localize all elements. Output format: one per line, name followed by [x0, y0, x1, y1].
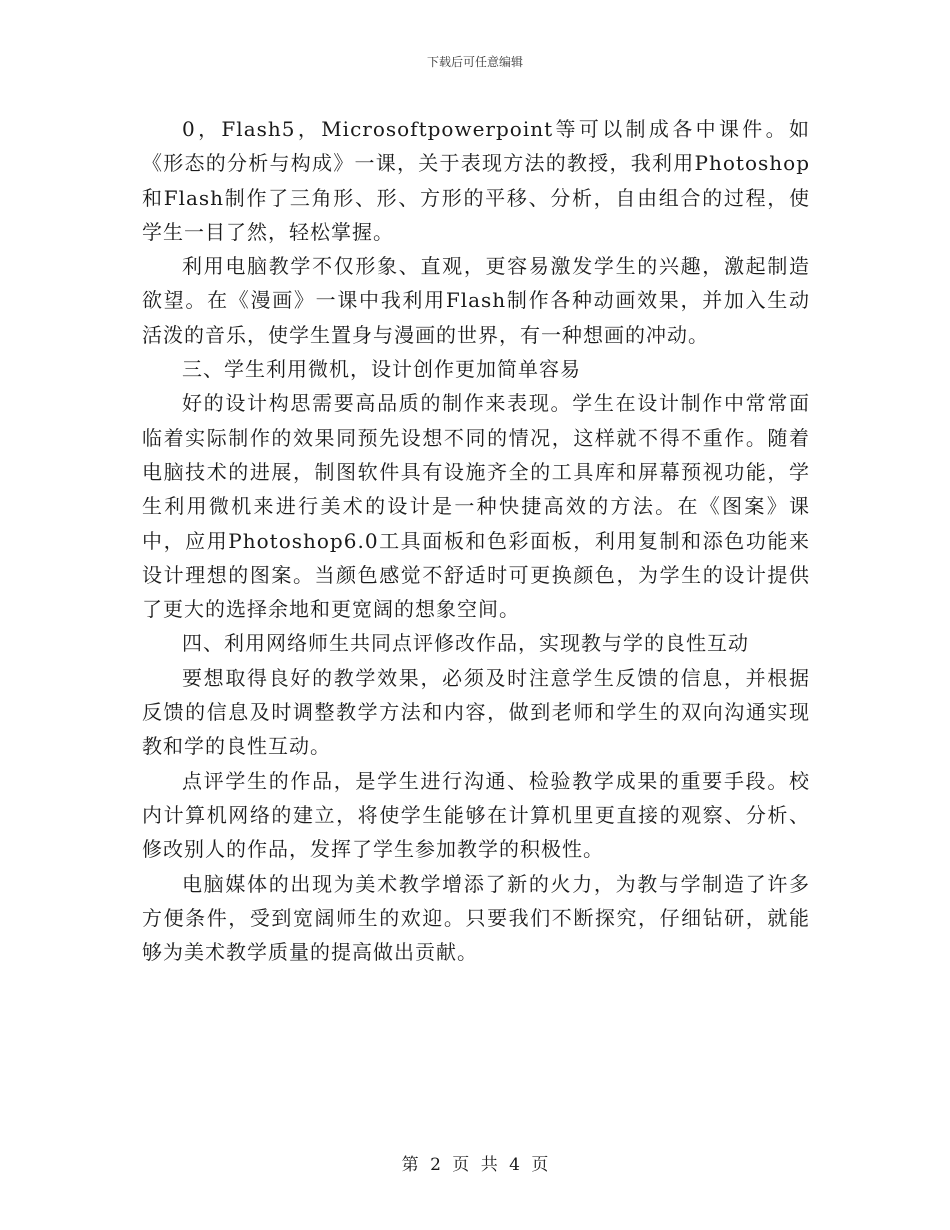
paragraph-conclusion: 电脑媒体的出现为美术教学增添了新的火力，为教与学制造了许多方便条件，受到宽阔师生的欢迎。只要我们不断探究，仔细钻研，就能够为美术教学质量的提高做出贡献。: [142, 871, 810, 965]
page-number: 第 2 页 共 4 页: [401, 1155, 549, 1175]
paragraph-courseware-examples: 0，Flash5，Microsoftpowerpoint等可以制成各中课件。如《形态的分析与构成》一课，关于表现方法的教授，我利用Photoshop和Flash制作了三角形、形、方形的平移、分析，自由组合的过程，使学生一目了然，轻松掌握。: [142, 117, 810, 244]
section-heading-4: 四、利用网络师生共同点评修改作品，实现教与学的良性互动: [182, 631, 749, 656]
page-header: 下载后可任意编辑: [426, 55, 523, 69]
section-heading-3: 三、学生利用微机，设计创作更加简单容易: [182, 357, 581, 382]
paragraph-design-production: 好的设计构思需要高品质的制作来表现。学生在设计制作中常常面临着实际制作的效果同预先设想不同的情况，这样就不得不重作。随着电脑技术的进展，制图软件具有设施齐全的工具库和屏幕预视功能，学生利用微机来进行美术的设计是一种快捷高效的方法。在《图案》课中，应用Photoshop6.0工具面板和色彩面板，利用复制和添色功能来设计理想的图案。当颜色感觉不舒适时可更换颜色，为学生的设计提供了更大的选择余地和更宽阔的想象空间。: [142, 391, 810, 622]
paragraph-feedback: 要想取得良好的教学效果，必须及时注意学生反馈的信息，并根据反馈的信息及时调整教学方法和内容，做到老师和学生的双向沟通实现教和学的良性互动。: [142, 665, 810, 759]
paragraph-work-review: 点评学生的作品，是学生进行沟通、检验教学成果的重要手段。校内计算机网络的建立，将使学生能够在计算机里更直接的观察、分析、修改别人的作品，发挥了学生参加教学的积极性。: [142, 768, 810, 862]
document-body: [142, 112, 810, 969]
paragraph-computer-teaching: 利用电脑教学不仅形象、直观，更容易激发学生的兴趣，激起制造欲望。在《漫画》一课中我利用Flash制作各种动画效果，并加入生动活泼的音乐，使学生置身与漫画的世界，有一种想画的冲动。: [142, 254, 810, 347]
